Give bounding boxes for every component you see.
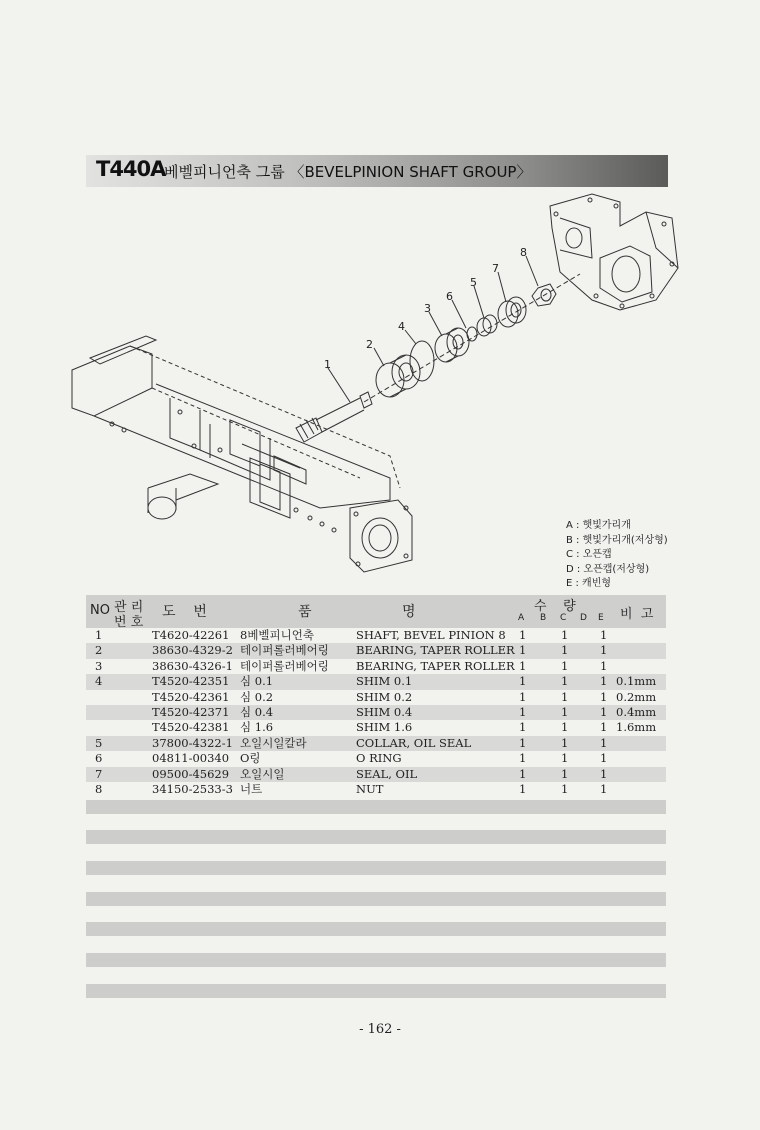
cell-a: 1	[519, 781, 527, 796]
header-qty: 수 량	[534, 599, 576, 614]
axle-housing-illustration	[72, 336, 412, 572]
cell-part: T4520-42371	[152, 704, 230, 719]
callout-1: 1	[324, 358, 331, 371]
cell-ko: 너트	[240, 781, 263, 796]
callout-2: 2	[366, 338, 373, 351]
cell-e: 1	[600, 735, 608, 750]
cell-c: 1	[561, 766, 569, 781]
table-row	[86, 751, 666, 766]
table-row	[86, 782, 666, 797]
cell-ko: 심 0.4	[240, 704, 274, 719]
blank-row	[86, 800, 666, 814]
cell-e: 1	[600, 720, 608, 735]
header-remark: 비 고	[620, 607, 654, 622]
header-name-a: 품	[298, 604, 312, 620]
cell-en: NUT	[356, 781, 384, 796]
blank-row	[86, 830, 666, 844]
parts-table-body	[86, 628, 666, 797]
group-code: T440A	[96, 157, 166, 181]
legend-c: C : 오픈캡	[566, 549, 612, 561]
cell-e: 1	[600, 643, 608, 658]
cell-c: 1	[561, 628, 569, 642]
transmission-case-illustration	[550, 194, 678, 310]
cell-en: SHIM 1.6	[356, 720, 413, 735]
cell-ko: O링	[240, 751, 261, 766]
cell-a: 1	[519, 674, 527, 689]
blank-row	[86, 922, 666, 936]
cell-e: 1	[600, 766, 608, 781]
cell-e: 1	[600, 704, 608, 719]
cell-a: 1	[519, 766, 527, 781]
blank-row	[86, 892, 666, 906]
cell-en: BEARING, TAPER ROLLER	[356, 658, 515, 673]
cell-no: 1	[95, 628, 103, 642]
cell-e: 1	[600, 689, 608, 704]
table-header	[86, 595, 666, 628]
header-mgmt-top: 관 리	[114, 600, 144, 615]
page-number: - 162 -	[359, 1022, 401, 1037]
cell-en: SHIM 0.2	[356, 689, 413, 704]
callout-3: 3	[424, 302, 431, 315]
legend-e: E : 캐빈형	[566, 578, 612, 590]
cell-en: SHAFT, BEVEL PINION 8	[356, 628, 506, 642]
cell-ko: 심 1.6	[240, 720, 274, 735]
table-row	[86, 690, 666, 705]
cell-remark: 0.1mm	[616, 674, 657, 689]
cell-ko: 테이퍼롤러베어링	[240, 658, 329, 673]
collar-5-illustration	[477, 315, 497, 336]
cell-en: COLLAR, OIL SEAL	[356, 735, 472, 750]
cell-ko: 테이퍼롤러베어링	[240, 643, 329, 658]
cell-a: 1	[519, 628, 527, 642]
cell-c: 1	[561, 781, 569, 796]
blank-row	[86, 861, 666, 875]
cell-ko: 8베벨피니언축	[240, 628, 314, 642]
table-row	[86, 705, 666, 720]
cell-en: SHIM 0.1	[356, 674, 413, 689]
pinion-shaft-illustration	[296, 392, 372, 442]
cell-part: 34150-2533-3	[152, 781, 233, 796]
shim-6-illustration	[467, 327, 477, 341]
table-row	[86, 628, 666, 643]
cell-ko: 오일시일	[240, 766, 285, 781]
table-row	[86, 674, 666, 689]
cell-e: 1	[600, 751, 608, 766]
cell-a: 1	[519, 751, 527, 766]
cell-c: 1	[561, 751, 569, 766]
qty-col-c: C	[560, 613, 567, 623]
cell-part: T4520-42351	[152, 674, 230, 689]
header-no: NO	[90, 603, 110, 618]
cell-c: 1	[561, 704, 569, 719]
group-title: 베벨피니언축 그룹 〈BEVELPINION SHAFT GROUP〉	[164, 163, 532, 181]
cell-part: 09500-45629	[152, 766, 230, 781]
legend-b: B : 햇빛가리개(저상형)	[566, 534, 668, 546]
cell-no: 7	[95, 766, 103, 781]
header-drawing-no: 도 번	[162, 604, 207, 620]
table-row	[86, 720, 666, 735]
cell-part: T4520-42381	[152, 720, 230, 735]
cell-c: 1	[561, 674, 569, 689]
legend-d: D : 오픈캡(저상형)	[566, 563, 650, 575]
title-bar	[86, 155, 668, 187]
cell-no: 6	[95, 751, 103, 766]
cell-part: 38630-4326-1	[152, 658, 233, 673]
cell-part: 37800-4322-1	[152, 735, 233, 750]
callout-7: 7	[492, 262, 499, 275]
cell-en: SEAL, OIL	[356, 766, 418, 781]
cell-c: 1	[561, 643, 569, 658]
cell-e: 1	[600, 658, 608, 673]
header-name-b: 명	[402, 604, 416, 620]
blank-row	[86, 984, 666, 998]
bearing-2-illustration	[376, 355, 420, 397]
cell-en: O RING	[356, 751, 402, 766]
cell-ko: 심 0.2	[240, 689, 274, 704]
callout-5: 5	[470, 276, 477, 289]
cell-c: 1	[561, 735, 569, 750]
qty-col-b: B	[540, 613, 547, 623]
cell-part: 04811-00340	[152, 751, 230, 766]
cell-part: 38630-4329-2	[152, 643, 233, 658]
cell-a: 1	[519, 689, 527, 704]
cell-remark: 0.2mm	[616, 689, 657, 704]
cell-a: 1	[519, 658, 527, 673]
cell-no: 5	[95, 735, 103, 750]
table-row	[86, 643, 666, 658]
cell-c: 1	[561, 658, 569, 673]
cell-ko: 심 0.1	[240, 674, 274, 689]
cell-part: T4520-42361	[152, 689, 230, 704]
cell-no: 8	[95, 781, 103, 796]
cell-no: 3	[95, 658, 103, 673]
cell-no: 2	[95, 643, 103, 658]
cell-a: 1	[519, 643, 527, 658]
o-ring-4-illustration	[410, 341, 434, 381]
variant-legend	[566, 519, 668, 592]
cell-part: T4620-42261	[152, 628, 230, 642]
table-row	[86, 659, 666, 674]
table-row	[86, 736, 666, 751]
callout-8: 8	[520, 246, 527, 259]
callout-6: 6	[446, 290, 453, 303]
qty-col-e: E	[598, 613, 604, 623]
cell-c: 1	[561, 720, 569, 735]
qty-col-d: D	[580, 613, 587, 623]
cell-remark: 0.4mm	[616, 704, 657, 719]
cell-a: 1	[519, 720, 527, 735]
cell-e: 1	[600, 628, 608, 642]
cell-en: BEARING, TAPER ROLLER	[356, 643, 515, 658]
cell-e: 1	[600, 781, 608, 796]
cell-e: 1	[600, 674, 608, 689]
legend-a: A : 햇빛가리개	[566, 520, 631, 531]
cell-remark: 1.6mm	[616, 720, 657, 735]
header-mgmt-bottom: 번 호	[114, 615, 144, 630]
cell-a: 1	[519, 735, 527, 750]
qty-col-a: A	[518, 613, 525, 623]
seal-7-illustration	[498, 297, 526, 327]
table-row	[86, 767, 666, 782]
cell-c: 1	[561, 689, 569, 704]
cell-en: SHIM 0.4	[356, 704, 413, 719]
callout-4: 4	[398, 320, 405, 333]
cell-a: 1	[519, 704, 527, 719]
blank-row	[86, 953, 666, 967]
cell-no: 4	[95, 674, 103, 689]
cell-ko: 오일시일칼라	[240, 735, 307, 750]
